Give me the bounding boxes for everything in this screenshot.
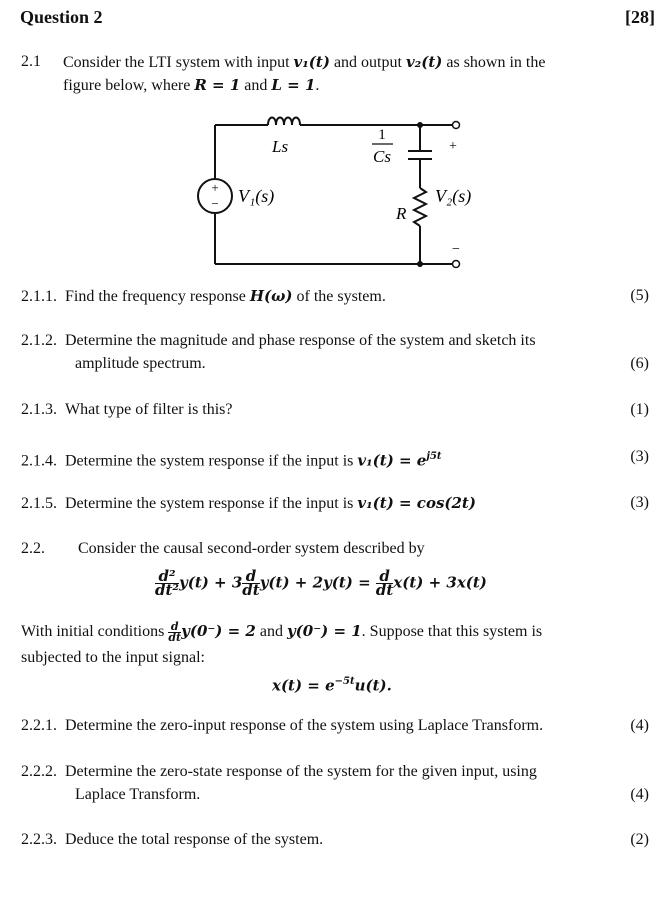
source-label: V₁(s)	[238, 186, 275, 206]
circuit-diagram	[190, 110, 480, 275]
source-minus-sign: −	[211, 196, 219, 211]
differential-equation: $\frac{\text{d²}}{\text{dt²}}$ y(t) + 3 $\frac{d}{dt}$ y(t) + 2y(t) = $\frac{d}{dt}$ x(t) + 3x(t)	[155, 567, 487, 599]
v1-of-t: v₁(t)	[293, 53, 330, 71]
v2-of-t: v₂(t)	[405, 53, 443, 71]
item-2-1-4: 2.1.4. Determine the system response if the input is $v_1(t) = e^{j5t}$	[21, 451, 442, 470]
mark-2-1-5: (3)	[630, 494, 649, 511]
mark-2-2-1: (4)	[630, 717, 649, 734]
item-2-1-5: 2.1.5. Determine the system response if the input is v₁(t) = cos(2t)	[21, 494, 476, 512]
mark-2-2-3: (2)	[630, 831, 649, 848]
terminal-top	[453, 122, 460, 129]
question-title: Question 2	[20, 7, 103, 27]
q21-line1: Consider the LTI system with input v₁(t) and output v₂(t) as shown in the	[63, 53, 546, 71]
mark-2-1-3: (1)	[630, 401, 649, 418]
node-top	[417, 122, 423, 128]
item-2-1-2-line1: 2.1.2. Determine the magnitude and phase response of the system and sketch its	[21, 332, 536, 349]
item-2-2-1: 2.2.1. Determine the zero-input response of the system using Laplace Transform.	[21, 717, 544, 734]
mark-2-1-4: (3)	[630, 448, 649, 465]
capacitor-label-num: 1	[378, 127, 386, 143]
input-signal: $x(t) = e^{-5t}u(t)$.	[272, 676, 392, 695]
input-intro-line: subjected to the input signal:	[21, 649, 205, 666]
item-2-2-2-line2: Laplace Transform.	[75, 786, 201, 803]
capacitor-label-den: Cs	[373, 147, 391, 166]
item-2-1-1: 2.1.1. Find the frequency response H(ω) of the system.	[21, 287, 386, 305]
output-minus-sign: −	[452, 242, 460, 257]
item-2-2-2-line1: 2.2.2. Determine the zero-state response of the system for the given input, using	[21, 763, 537, 780]
q21-number: 2.1	[21, 53, 41, 70]
mark-2-1-2: (6)	[630, 355, 649, 372]
mark-2-1-1: (5)	[630, 287, 649, 304]
terminal-bottom	[453, 261, 460, 268]
item-2-1-2-line2: amplitude spectrum.	[75, 355, 206, 372]
node-bottom	[417, 261, 423, 267]
output-plus-sign: +	[449, 139, 457, 154]
q22-number: 2.2.	[21, 540, 45, 557]
source-plus-sign: +	[211, 180, 219, 195]
item-2-2-3: 2.2.3. Deduce the total response of the system.	[21, 831, 324, 848]
item-2-1-3: 2.1.3. What type of filter is this?	[21, 401, 233, 418]
l-value: L = 1	[271, 76, 316, 94]
inductor-coil	[268, 118, 300, 126]
question-total-marks: [28]	[625, 7, 655, 27]
mark-2-2-2: (4)	[630, 786, 649, 803]
inductor-label: Ls	[272, 137, 289, 156]
resistor-label: R	[396, 204, 407, 223]
r-value: R = 1	[194, 76, 241, 94]
output-label: V₂(s)	[435, 186, 472, 206]
initial-conditions-line: With initial conditions $\frac{d}{dt}$ y(0⁻) = 2 and y(0⁻) = 1. Suppose that this system is	[21, 619, 543, 644]
q21-line2: figure below, where R = 1 and L = 1.	[63, 76, 320, 94]
resistor-zigzag	[414, 188, 426, 226]
q22-text: Consider the causal second-order system described by	[78, 540, 425, 557]
